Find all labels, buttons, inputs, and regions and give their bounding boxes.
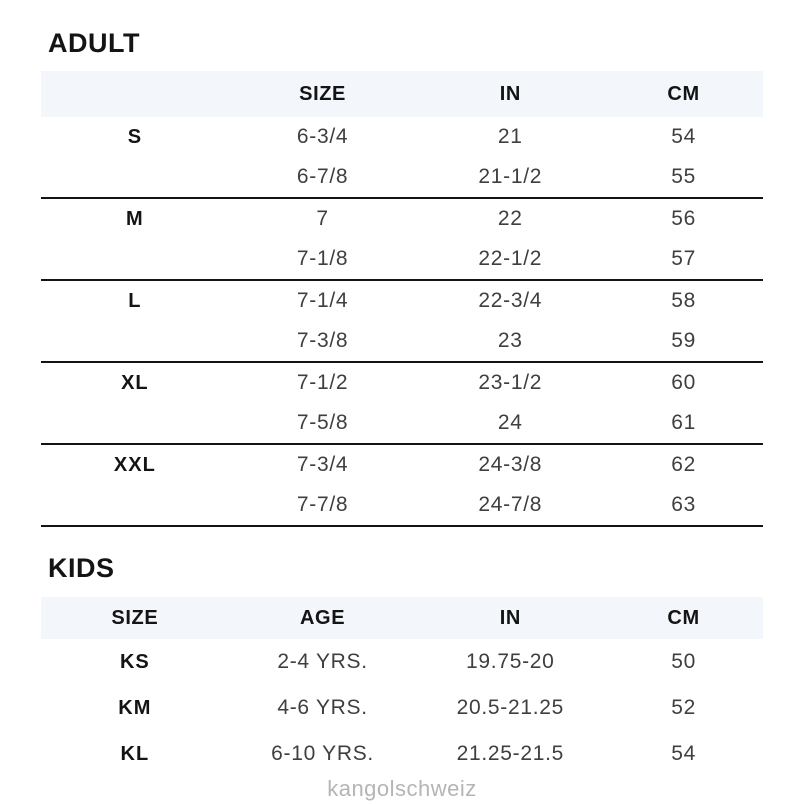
cm-value: 63 [671, 493, 696, 516]
kids-col-size: SIZE [111, 606, 159, 629]
table-row [41, 157, 763, 197]
hat-size-value: 7-3/8 [296, 329, 349, 352]
table-row [41, 117, 763, 157]
adult-col-in: IN [499, 82, 521, 105]
cm-value: 54 [671, 742, 696, 765]
cm-value: 52 [671, 696, 696, 719]
cm-value: 54 [671, 125, 696, 148]
table-row [41, 239, 763, 279]
size-label: M [126, 207, 144, 230]
table-row [41, 639, 763, 685]
adult-col-size: SIZE [299, 82, 346, 105]
cm-value: 61 [671, 411, 696, 434]
hat-size-value: 7-5/8 [296, 411, 349, 434]
inches-value: 21-1/2 [478, 165, 543, 188]
inches-value: 23-1/2 [478, 371, 543, 394]
inches-value: 22-3/4 [478, 289, 543, 312]
adult-size-group-xxl [41, 445, 763, 527]
cm-value: 55 [671, 165, 696, 188]
watermark: kangolschweiz [327, 776, 477, 801]
table-row [41, 685, 763, 731]
hat-size-value: 6-3/4 [296, 125, 349, 148]
table-row [41, 321, 763, 361]
kids-col-cm: CM [667, 606, 700, 629]
size-label: KL [120, 742, 150, 765]
hat-size-value: 7-1/8 [296, 247, 349, 270]
adult-section-title: ADULT [48, 28, 140, 58]
kids-section-title: KIDS [48, 553, 115, 583]
cm-value: 56 [671, 207, 696, 230]
hat-size-value: 7-1/2 [296, 371, 349, 394]
cm-value: 60 [671, 371, 696, 394]
hat-size-value: 7-7/8 [296, 493, 349, 516]
inches-value: 20.5-21.25 [456, 696, 564, 719]
kids-table-header [41, 597, 763, 639]
age-value: 2-4 YRS. [277, 650, 368, 673]
hat-size-value: 6-7/8 [296, 165, 349, 188]
cm-value: 50 [671, 650, 696, 673]
table-row [41, 281, 763, 321]
hat-size-value: 7-3/4 [296, 453, 349, 476]
adult-size-group-s [41, 117, 763, 199]
inches-value: 24-3/8 [478, 453, 543, 476]
age-value: 6-10 YRS. [271, 742, 374, 765]
cm-value: 57 [671, 247, 696, 270]
table-row [41, 363, 763, 403]
size-label: S [127, 125, 143, 148]
hat-size-value: 7-1/4 [296, 289, 349, 312]
table-row [41, 445, 763, 485]
cm-value: 59 [671, 329, 696, 352]
inches-value: 22-1/2 [478, 247, 543, 270]
cm-value: 58 [671, 289, 696, 312]
inches-value: 21 [497, 125, 523, 148]
size-label: KM [118, 696, 152, 719]
kids-col-in: IN [499, 606, 521, 629]
adult-size-group-xl [41, 363, 763, 445]
size-label: XXL [113, 453, 156, 476]
inches-value: 19.75-20 [466, 650, 555, 673]
inches-value: 24-7/8 [478, 493, 543, 516]
table-row [41, 199, 763, 239]
inches-value: 23 [497, 329, 523, 352]
size-label: KS [119, 650, 150, 673]
adult-size-group-l [41, 281, 763, 363]
table-row [41, 731, 763, 777]
hat-size-value: 7 [316, 207, 329, 230]
adult-table-header [41, 71, 763, 117]
kids-col-age: AGE [300, 606, 346, 629]
inches-value: 24 [497, 411, 523, 434]
size-label: XL [121, 371, 149, 394]
table-row [41, 485, 763, 525]
cm-value: 62 [671, 453, 696, 476]
adult-size-group-m [41, 199, 763, 281]
adult-col-cm: CM [667, 82, 700, 105]
inches-value: 22 [497, 207, 523, 230]
size-label: L [128, 289, 142, 312]
table-row [41, 403, 763, 443]
kids-size-table [41, 597, 763, 777]
adult-size-table [41, 71, 763, 527]
age-value: 4-6 YRS. [277, 696, 368, 719]
inches-value: 21.25-21.5 [456, 742, 564, 765]
